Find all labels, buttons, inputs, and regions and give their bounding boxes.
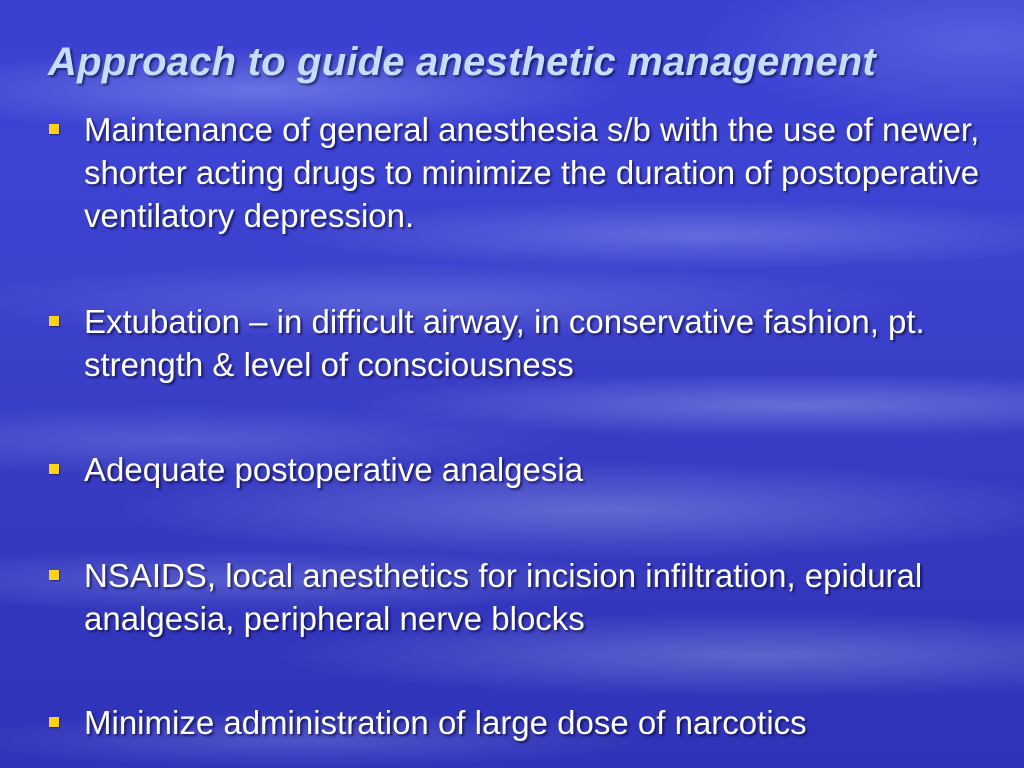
- bullet-text: Adequate postoperative analgesia: [84, 451, 584, 488]
- bullet-text: Maintenance of general anesthesia s/b with the use of newer, shorter acting drugs to minimize the duration of postoperative ventilatory depression.: [84, 111, 980, 234]
- square-bullet-icon: [49, 316, 59, 326]
- bullet-text: Extubation – in difficult airway, in conservative fashion, pt. strength & level of consciousness: [84, 303, 925, 383]
- bullet-item: [46, 554, 1006, 640]
- square-bullet-icon: [49, 717, 59, 727]
- square-bullet-icon: [49, 570, 59, 580]
- bullet-item: [46, 701, 1006, 744]
- square-bullet-icon: [49, 464, 59, 474]
- bullet-text: Minimize administration of large dose of narcotics: [84, 704, 807, 741]
- square-bullet-icon: [49, 124, 59, 134]
- bullet-text: NSAIDS, local anesthetics for incision infiltration, epidural analgesia, peripheral nerve blocks: [84, 557, 923, 637]
- slide-title: Approach to guide anesthetic management: [48, 40, 876, 84]
- bullet-item: [46, 300, 1006, 386]
- bullet-list: [46, 108, 1006, 741]
- bullet-item: [46, 448, 1006, 491]
- bullet-item: [46, 108, 1006, 237]
